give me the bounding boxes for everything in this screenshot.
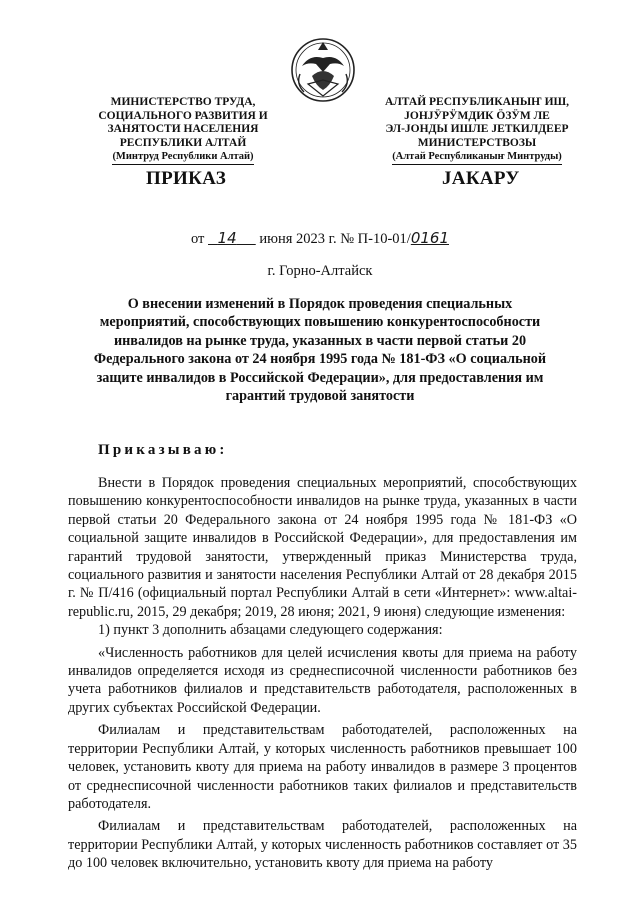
ministry-line: РЕСПУБЛИКИ АЛТАЙ <box>119 136 247 149</box>
ministry-line: ЈОНЈӰРӰМДИК ӦЗӰМ ЛЕ <box>404 109 550 122</box>
ministry-short-name: (Алтай Республиканыҥ Минтруды) <box>392 150 562 165</box>
ministry-name-altai <box>372 96 582 165</box>
order-body <box>68 474 577 873</box>
ministry-line: АЛТАЙ РЕСПУБЛИКАНЫҤ ИШ, <box>384 96 570 108</box>
ministry-line: МИНИСТЕРСТВОЗЫ <box>417 136 537 149</box>
paragraph: Филиалам и представительствам работодателей, расположенных на территории Республики Алтай, у которых численность работников составляет от 35 до 100 человек включительно, установить квоту для приема на работу <box>68 818 577 872</box>
order-middle: июня 2023 г. № П-10-01/ <box>259 231 411 247</box>
paragraph: 1) пункт 3 дополнить абзацами следующего содержания: <box>98 622 443 639</box>
ministry-line: СОЦИАЛЬНОГО РАЗВИТИЯ И <box>98 109 268 122</box>
order-date-number <box>0 229 640 248</box>
order-prefix: от <box>190 231 205 247</box>
order-number-handwritten: 0161 <box>410 229 449 247</box>
paragraph: «Численность работников для целей исчисления квоты для приема на работу инвалидов определяется исходя из среднесписочной численности работников без учета работников филиалов и представительств работодателя, расположенных в других субъектах Российской Федерации. <box>68 644 577 716</box>
prikazyvayu-heading: Приказываю: <box>98 442 228 458</box>
paragraph: Внести в Порядок проведения специальных мероприятий, способствующих повышению конкурентоспособности инвалидов на рынке труда, указанных в части первой статьи 20 Федерального закона от 24 ноября 1995 года № 181-ФЗ «О социальной защите инвалидов в Российской Федерации», для предоставления им гарантий трудовой занятости, утвержденный приказ Министерства труда, социального развития и занятости населения Республики Алтай от 28 декабря 2015 г. № П/416 (официальный портал Республики Алтай в сети «Интернет»: www.altai-republic.ru, 2015, 29 декабря; 2019, 28 июня; 2021, 9 июня) следующие изменения: <box>68 475 577 620</box>
ministry-name-russian <box>92 96 274 165</box>
order-day: 14 <box>217 229 237 247</box>
doc-type-altai: ЈАКАРУ <box>442 168 520 189</box>
coat-of-arms-emblem <box>290 36 356 106</box>
city-name: г. Горно-Алтайск <box>267 263 373 279</box>
order-subject: О внесении изменений в Порядок проведения специальных мероприятий, способствующих повышению конкурентоспособности инвалидов на рынке труда, указанных в части первой статьи 20 Федерального закона от 24 ноября 1995 года № 181-ФЗ «О социальной защите инвалидов в Российской Федерации», для предоставления им гарантий трудовой занятости <box>93 296 547 405</box>
paragraph: Филиалам и представительствам работодателей, расположенных на территории Республики Алтай, у которых численность работников превышает 100 человек, установить квоту для приема на работу инвалидов в размере 3 процентов от среднесписочной численности работников таких филиалов и представительств работодателя. <box>68 722 577 812</box>
ministry-short-name: (Минтруд Республики Алтай) <box>112 150 253 165</box>
ministry-line: МИНИСТЕРСТВО ТРУДА, <box>110 96 256 108</box>
order-day-handwritten <box>208 229 256 247</box>
ministry-line: ЗАНЯТОСТИ НАСЕЛЕНИЯ <box>107 123 259 136</box>
doc-type-russian: ПРИКАЗ <box>146 168 227 189</box>
ministry-line: ЭЛ-ЈОНДЫ ИШЛЕ ЈЕТКИЛДЕЕР <box>385 123 569 136</box>
